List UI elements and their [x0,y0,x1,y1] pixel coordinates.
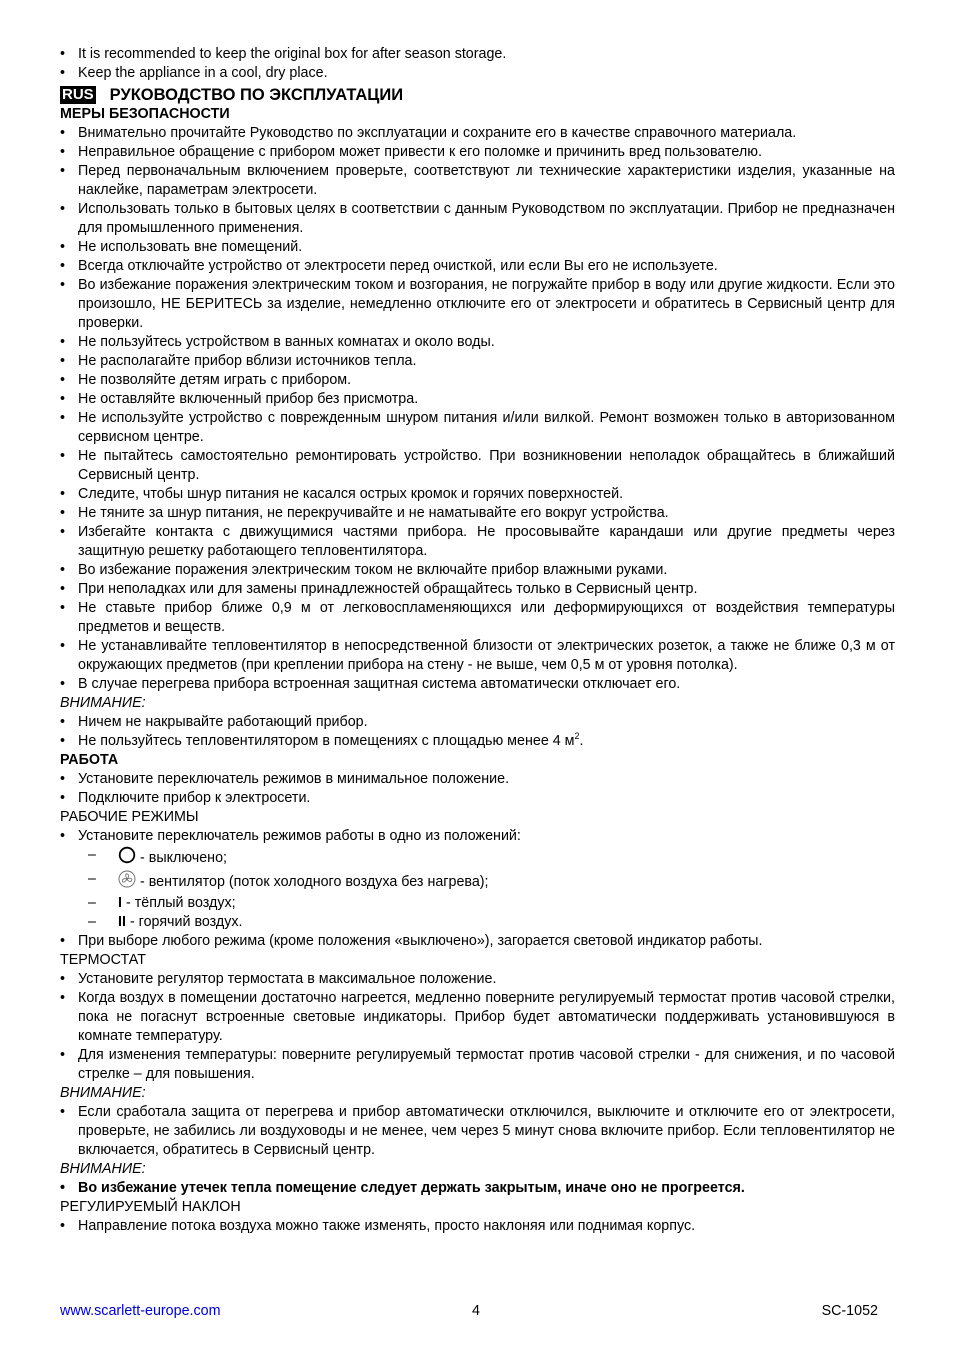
model-number: SC-1052 [821,1303,878,1319]
website-link[interactable]: www.scarlett-europe.com [60,1303,221,1319]
language-badge: RUS [62,86,94,103]
dash: – [88,895,96,911]
list-item: • Неправильное обращение с прибором может привести к его поломке и причинить вред пользователю. [60,143,895,162]
area-warning-text: Не пользуйтесь тепловентилятором в помещениях с площадью менее 4 м [78,733,575,749]
safety-heading: МЕРЫ БЕЗОПАСНОСТИ [60,106,230,122]
list-item: • Если сработала защита от перегрева и прибор автоматически отключился, выключите и отключите его от электросети, проверьте, не забились ли воздуховоды и не менее, чем через 5 минут снова включите прибор. Если тепловентилятор не включается, обратитесь в Сервисный центр. [60,1103,895,1160]
dash: – [88,871,96,887]
list-item: • It is recommended to keep the original box for after season storage. [60,45,895,64]
section-title-row [60,85,895,105]
superscript: 2 [574,731,580,742]
list-item: • Направление потока воздуха можно также изменять, просто наклоняя или поднимая корпус. [60,1217,895,1236]
list-item: • Во избежание утечек тепла помещение следует держать закрытым, иначе оно не прогреется. [60,1179,895,1198]
list-item: • Не позволяйте детям играть с прибором. [60,371,895,390]
mode-hot [60,913,895,932]
mode-warm [60,894,895,913]
list-item: • Всегда отключайте устройство от электросети перед очисткой, или если Вы его не используете. [60,257,895,276]
list-item: • Перед первоначальным включением проверьте, соответствуют ли технические характеристики изделия, указанные на наклейке, параметрам электросети. [60,162,895,200]
list-item: • В случае перегрева прибора встроенная защитная система автоматически отключает его. [60,675,895,694]
modes-list [60,827,895,846]
tilt-heading: РЕГУЛИРУЕМЫЙ НАКЛОН [60,1199,241,1215]
attention-list [60,713,895,751]
list-item: • При неполадках или для замены принадлежностей обращайтесь только в Сервисный центр. [60,580,895,599]
list-item: • Во избежание поражения электрическим током и возгорания, не погружайте прибор в воду или другие жидкости. Если это произошло, НЕ БЕРИТЕСЬ за изделие, немедленно отключите его от электросети и обратитесь в Сервисный центр для проверки. [60,276,895,333]
list-item: • Не пользуйтесь устройством в ванных комнатах и около воды. [60,333,895,352]
attention-list [60,1179,895,1198]
intro-list [60,45,895,83]
indicator-list [60,932,895,951]
mode-off [60,846,895,870]
mode-fan-text: - вентилятор (поток холодного воздуха без нагрева); [140,873,489,890]
mode-hot-symbol: II [118,914,126,930]
list-item: • Избегайте контакта с движущимися частями прибора. Не просовывайте карандаши или другие предметы через защитную решетку работающего тепловентилятора. [60,523,895,561]
list-item: • Не тяните за шнур питания, не перекручивайте и не наматывайте его вокруг устройства. [60,504,895,523]
attention-label: ВНИМАНИЕ: [60,1085,146,1101]
list-item: • Следите, чтобы шнур питания не касался острых кромок и горячих поверхностей. [60,485,895,504]
thermostat-heading: ТЕРМОСТАТ [60,952,146,968]
mode-off-text: - выключено; [140,849,227,866]
list-item: • Когда воздух в помещении достаточно нагреется, медленно поверните регулируемый термостат против часовой стрелки, пока не погаснут встроенные световые индикаторы. Прибор будет автоматически поддерживать установившуюся в комнате температуру. [60,989,895,1046]
mode-warm-symbol: I [118,895,122,911]
mode-options [60,846,895,932]
list-item: • Во избежание поражения электрическим током не включайте прибор влажными руками. [60,561,895,580]
mode-fan [60,870,895,894]
list-item [60,732,895,751]
list-item: • Установите переключатель режимов в минимальное положение. [60,770,895,789]
list-item: • Не ставьте прибор ближе 0,9 м от легковоспламеняющихся или деформирующихся от воздействия температуры предметов и веществ. [60,599,895,637]
attention-label: ВНИМАНИЕ: [60,695,146,711]
safety-list [60,124,895,694]
list-item: • Не располагайте прибор вблизи источников тепла. [60,352,895,371]
dash: – [88,847,96,863]
off-circle-icon [118,846,136,870]
attention-label: ВНИМАНИЕ: [60,1161,146,1177]
dash: – [88,914,96,930]
modes-heading: РАБОЧИЕ РЕЖИМЫ [60,809,199,825]
list-item: • При выборе любого режима (кроме положения «выключено»), загорается световой индикатор работы. [60,932,895,951]
list-item: • Установите переключатель режимов работы в одно из положений: [60,827,895,846]
page-number: 4 [472,1303,480,1319]
list-item: • Подключите прибор к электросети. [60,789,895,808]
operation-heading: РАБОТА [60,752,119,768]
list-item: • Использовать только в бытовых целях в соответствии с данным Руководством по эксплуатации. Прибор не предназначен для промышленного применения. [60,200,895,238]
thermostat-list [60,970,895,1084]
list-item: • Ничем не накрывайте работающий прибор. [60,713,895,732]
list-item: • Не пытайтесь самостоятельно ремонтировать устройство. При возникновении неполадок обращайтесь в ближайший Сервисный центр. [60,447,895,485]
list-item: • Не использовать вне помещений. [60,238,895,257]
list-item: • Не оставляйте включенный прибор без присмотра. [60,390,895,409]
mode-warm-text: - тёплый воздух; [125,895,236,911]
document-page [60,45,895,1236]
list-item: • Для изменения температуры: поверните регулируемый термостат против часовой стрелки - для снижения, и по часовой стрелке – для повышения. [60,1046,895,1084]
mode-hot-text: - горячий воздух. [129,914,243,930]
attention-list [60,1103,895,1160]
fan-icon [118,870,136,894]
page-title: РУКОВОДСТВО ПО ЭКСПЛУАТАЦИИ [109,85,404,104]
page-footer [60,1303,878,1323]
list-item: • Внимательно прочитайте Руководство по эксплуатации и сохраните его в качестве справочного материала. [60,124,895,143]
tilt-list [60,1217,895,1236]
list-item: • Не устанавливайте тепловентилятор в непосредственной близости от электрических розеток, а также не ближе 0,3 м от окружающих предметов (при креплении прибора на стену - не выше, чем 0,5 м от уровня потолка). [60,637,895,675]
list-item: • Keep the appliance in a cool, dry place. [60,64,895,83]
list-item: • Установите регулятор термостата в максимальное положение. [60,970,895,989]
punctuation: . [579,733,584,749]
operation-list [60,770,895,808]
list-item: • Не используйте устройство с поврежденным шнуром питания и/или вилкой. Ремонт возможен только в авторизованном сервисном центре. [60,409,895,447]
